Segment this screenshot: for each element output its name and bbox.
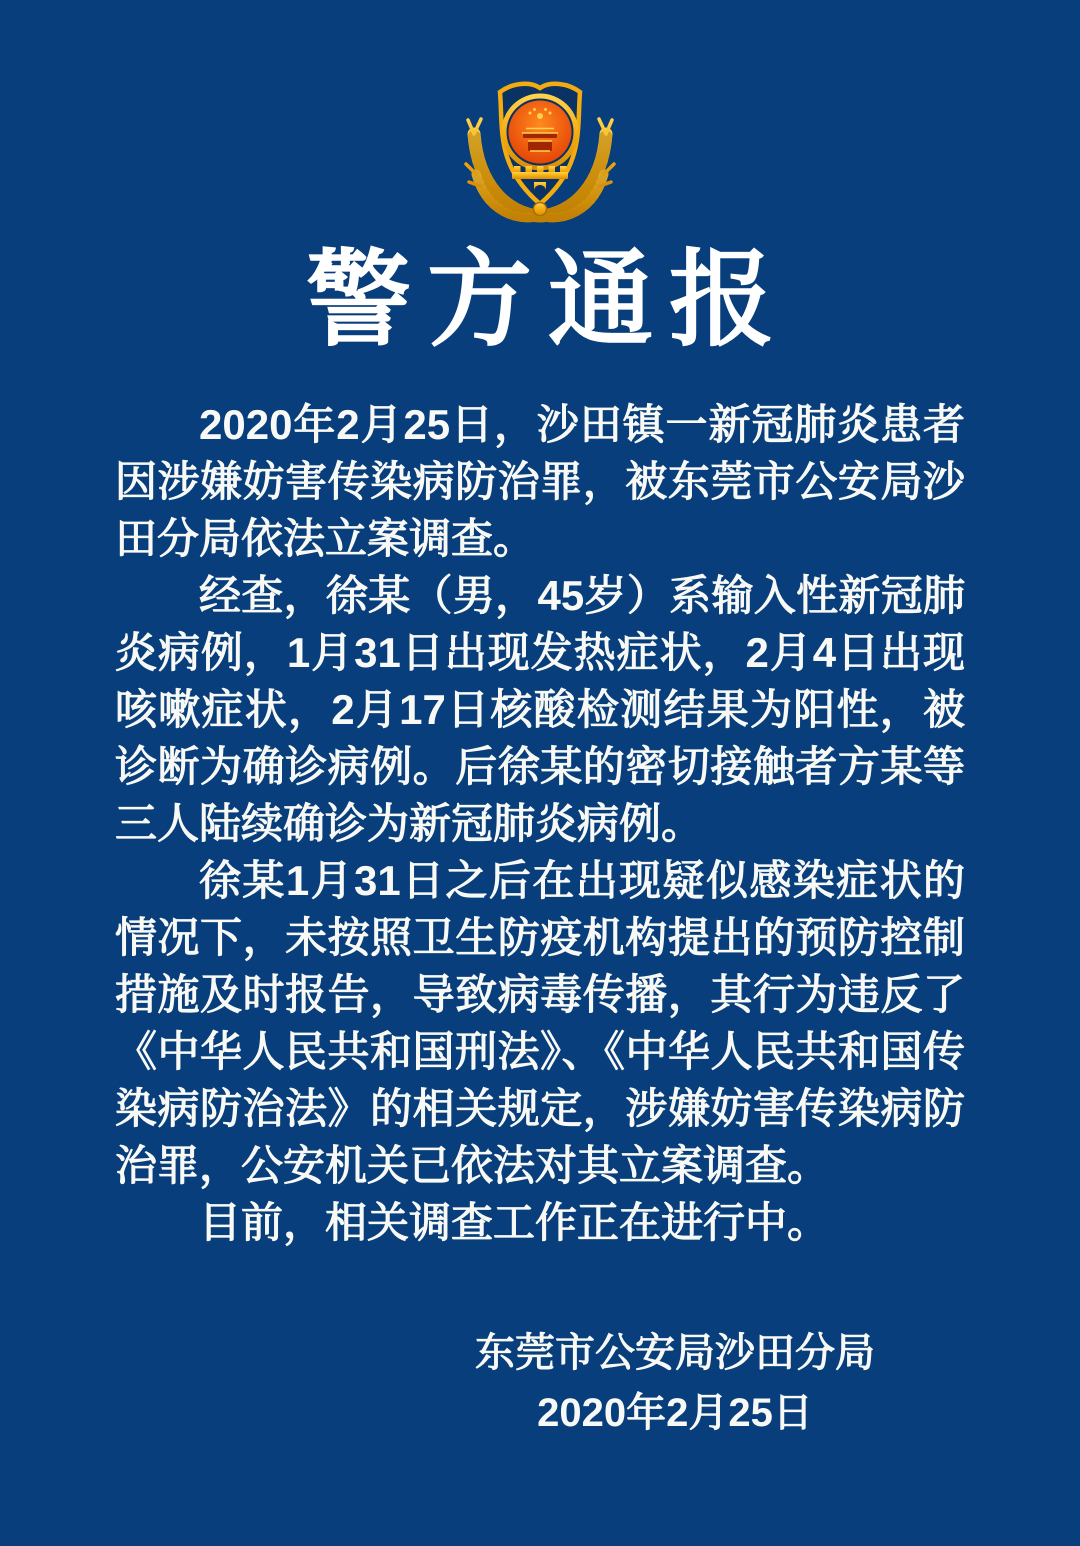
signature-block bbox=[475, 1323, 875, 1443]
emblem-disc bbox=[509, 101, 572, 164]
body-paragraph-1: 2020年2月25日，沙田镇一新冠肺炎患者因涉嫌妨害传染病防治罪，被东莞市公安局沙田分局依法立案调查。 bbox=[115, 401, 965, 562]
emblem-area bbox=[0, 0, 1080, 226]
signature-date: 2020年2月25日 bbox=[537, 1391, 813, 1435]
notice-title: 警方通报 bbox=[305, 242, 790, 359]
body-paragraph-3: 徐某1月31日之后在出现疑似感染症状的情况下，未按照卫生防疫机构提出的预防控制措施及时报告，导致病毒传播，其行为违反了《中华人民共和国刑法》、《中华人民共和国传染病防治法》的相关规定，涉嫌妨害传染病防治罪，公安机关已依法对其立案调查。 bbox=[115, 857, 965, 1189]
body-paragraph-2: 经查，徐某（男，45岁）系输入性新冠肺炎病例，1月31日出现发热症状，2月4日出现咳嗽症状，2月17日核酸检测结果为阳性，被诊断为确诊病例。后徐某的密切接触者方某等三人陆续确诊为新冠肺炎病例。 bbox=[115, 572, 965, 847]
body-paragraph-4: 目前，相关调查工作正在进行中。 bbox=[199, 1199, 830, 1246]
police-badge-icon bbox=[460, 68, 620, 226]
tiananmen bbox=[523, 133, 557, 151]
signature-org: 东莞市公安局沙田分局 bbox=[475, 1331, 875, 1375]
notice-body bbox=[115, 396, 965, 1251]
ribbon-knot bbox=[534, 203, 547, 216]
